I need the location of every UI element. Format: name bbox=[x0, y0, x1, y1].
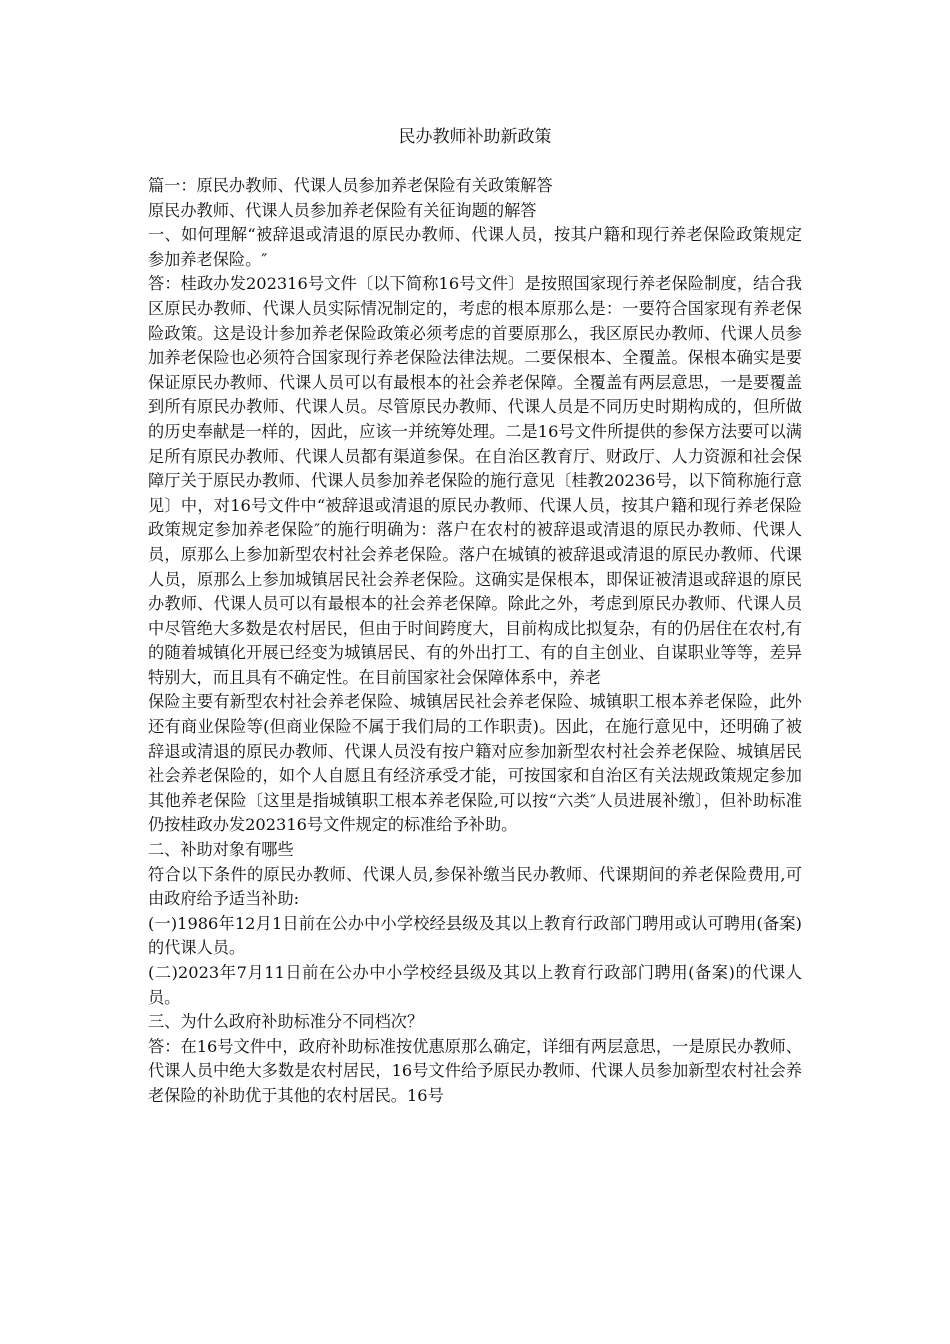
paragraph-answer-1: 答：桂政办发202316号文件〔以下简称16号文件〕是按照国家现行养老保险制度，结合我区原民办教师、代课人员实际情况制定的，考虑的根本原那么是：一要符合国家现有养老保险政策。这是设计参加养老保险政策必须考虑的首要原那么，我区原民办教师、代课人员参加养老保险也必须符合国家现行养老保险法律法规。二要保根本、全覆盖。保根本确实是要保证原民办教师、代课人员可以有最根本的社会养老保障。全覆盖有两层意思，一是要覆盖到所有原民办教师、代课人员。尽管原民办教师、代课人员是不同历史时期构成的，但所做的历史奉献是一样的，因此，应该一并统筹处理。二是16号文件所提供的参保方法要可以满足所有原民办教师、代课人员都有渠道参保。在自治区教育厅、财政厅、人力资源和社会保障厅关于原民办教师、代课人员参加养老保险的施行意见〔桂教20236号，以下简称施行意见〕中，对16号文件中“被辞退或清退的原民办教师、代课人员，按其户籍和现行养老保险政策规定参加养老保险″的施行明确为：落户在农村的被辞退或清退的原民办教师、代课人员，原那么上参加新型农村社会养老保险。落户在城镇的被辞退或清退的原民办教师、代课人员，原那么上参加城镇居民社会养老保险。这确实是保根本，即保证被清退或辞退的原民办教师、代课人员可以有最根本的社会养老保障。除此之外，考虑到原民办教师、代课人员中尽管绝大多数是农村居民，但由于时间跨度大，目前构成比拟复杂，有的仍居住在农村,有的随着城镇化开展已经变为城镇居民、有的外出打工、有的自主创业、自谋职业等等，差异特别大，而且具有不确定性。在目前国家社会保障体系中，养老 bbox=[148, 274, 802, 687]
paragraph-question-2: 二、补助对象有哪些 bbox=[148, 840, 294, 860]
paragraph-condition-1: (一)1986年12月1日前在公办中小学校经县级及其以上教育行政部门聘用或认可聘用(备案)的代课人员。 bbox=[148, 913, 802, 958]
paragraph-question-1: 一、如何理解“被辞退或清退的原民办教师、代课人员，按其户籍和现行养老保险政策规定参加养老保险。″ bbox=[148, 225, 802, 269]
document-title: 民办教师补助新政策 bbox=[398, 127, 552, 147]
paragraph-question-3: 三、为什么政府补助标准分不同档次？ bbox=[148, 1012, 424, 1032]
document-body bbox=[148, 174, 802, 1109]
paragraph-answer-1-continued: 保险主要有新型农村社会养老保险、城镇居民社会养老保险、城镇职工根本养老保险，此外还有商业保险等(但商业保险不属于我们局的工作职责)。因此，在施行意见中，还明确了被辞退或清退的原民办教师、代课人员没有按户籍对应参加新型农村社会养老保险、城镇居民社会养老保险的，如个人自愿且有经济承受才能，可按国家和自治区有关法规政策规定参加其他养老保险〔这里是指城镇职工根本养老保险,可以按“六类″人员进展补缴〕，但补助标准仍按桂政办发202316号文件规定的标准给予补助。 bbox=[148, 692, 802, 835]
paragraph-section-heading: 篇一：原民办教师、代课人员参加养老保险有关政策解答 bbox=[148, 176, 553, 195]
paragraph-subheading: 原民办教师、代课人员参加养老保险有关征询题的解答 bbox=[148, 200, 537, 220]
paragraph-condition-2: (二)2023年7月11日前在公办中小学校经县级及其以上教育行政部门聘用(备案)的代课人员。 bbox=[148, 963, 802, 1007]
paragraph-answer-3: 答：在16号文件中，政府补助标准按优惠原那么确定，详细有两层意思，一是原民办教师、代课人员中绝大多数是农村居民，16号文件给予原民办教师、代课人员参加新型农村社会养老保险的补助优于其他的农村居民。16号 bbox=[148, 1036, 802, 1105]
paragraph-answer-2: 符合以下条件的原民办教师、代课人员,参保补缴当民办教师、代课期间的养老保险费用,可由政府给予适当补助: bbox=[148, 864, 802, 909]
